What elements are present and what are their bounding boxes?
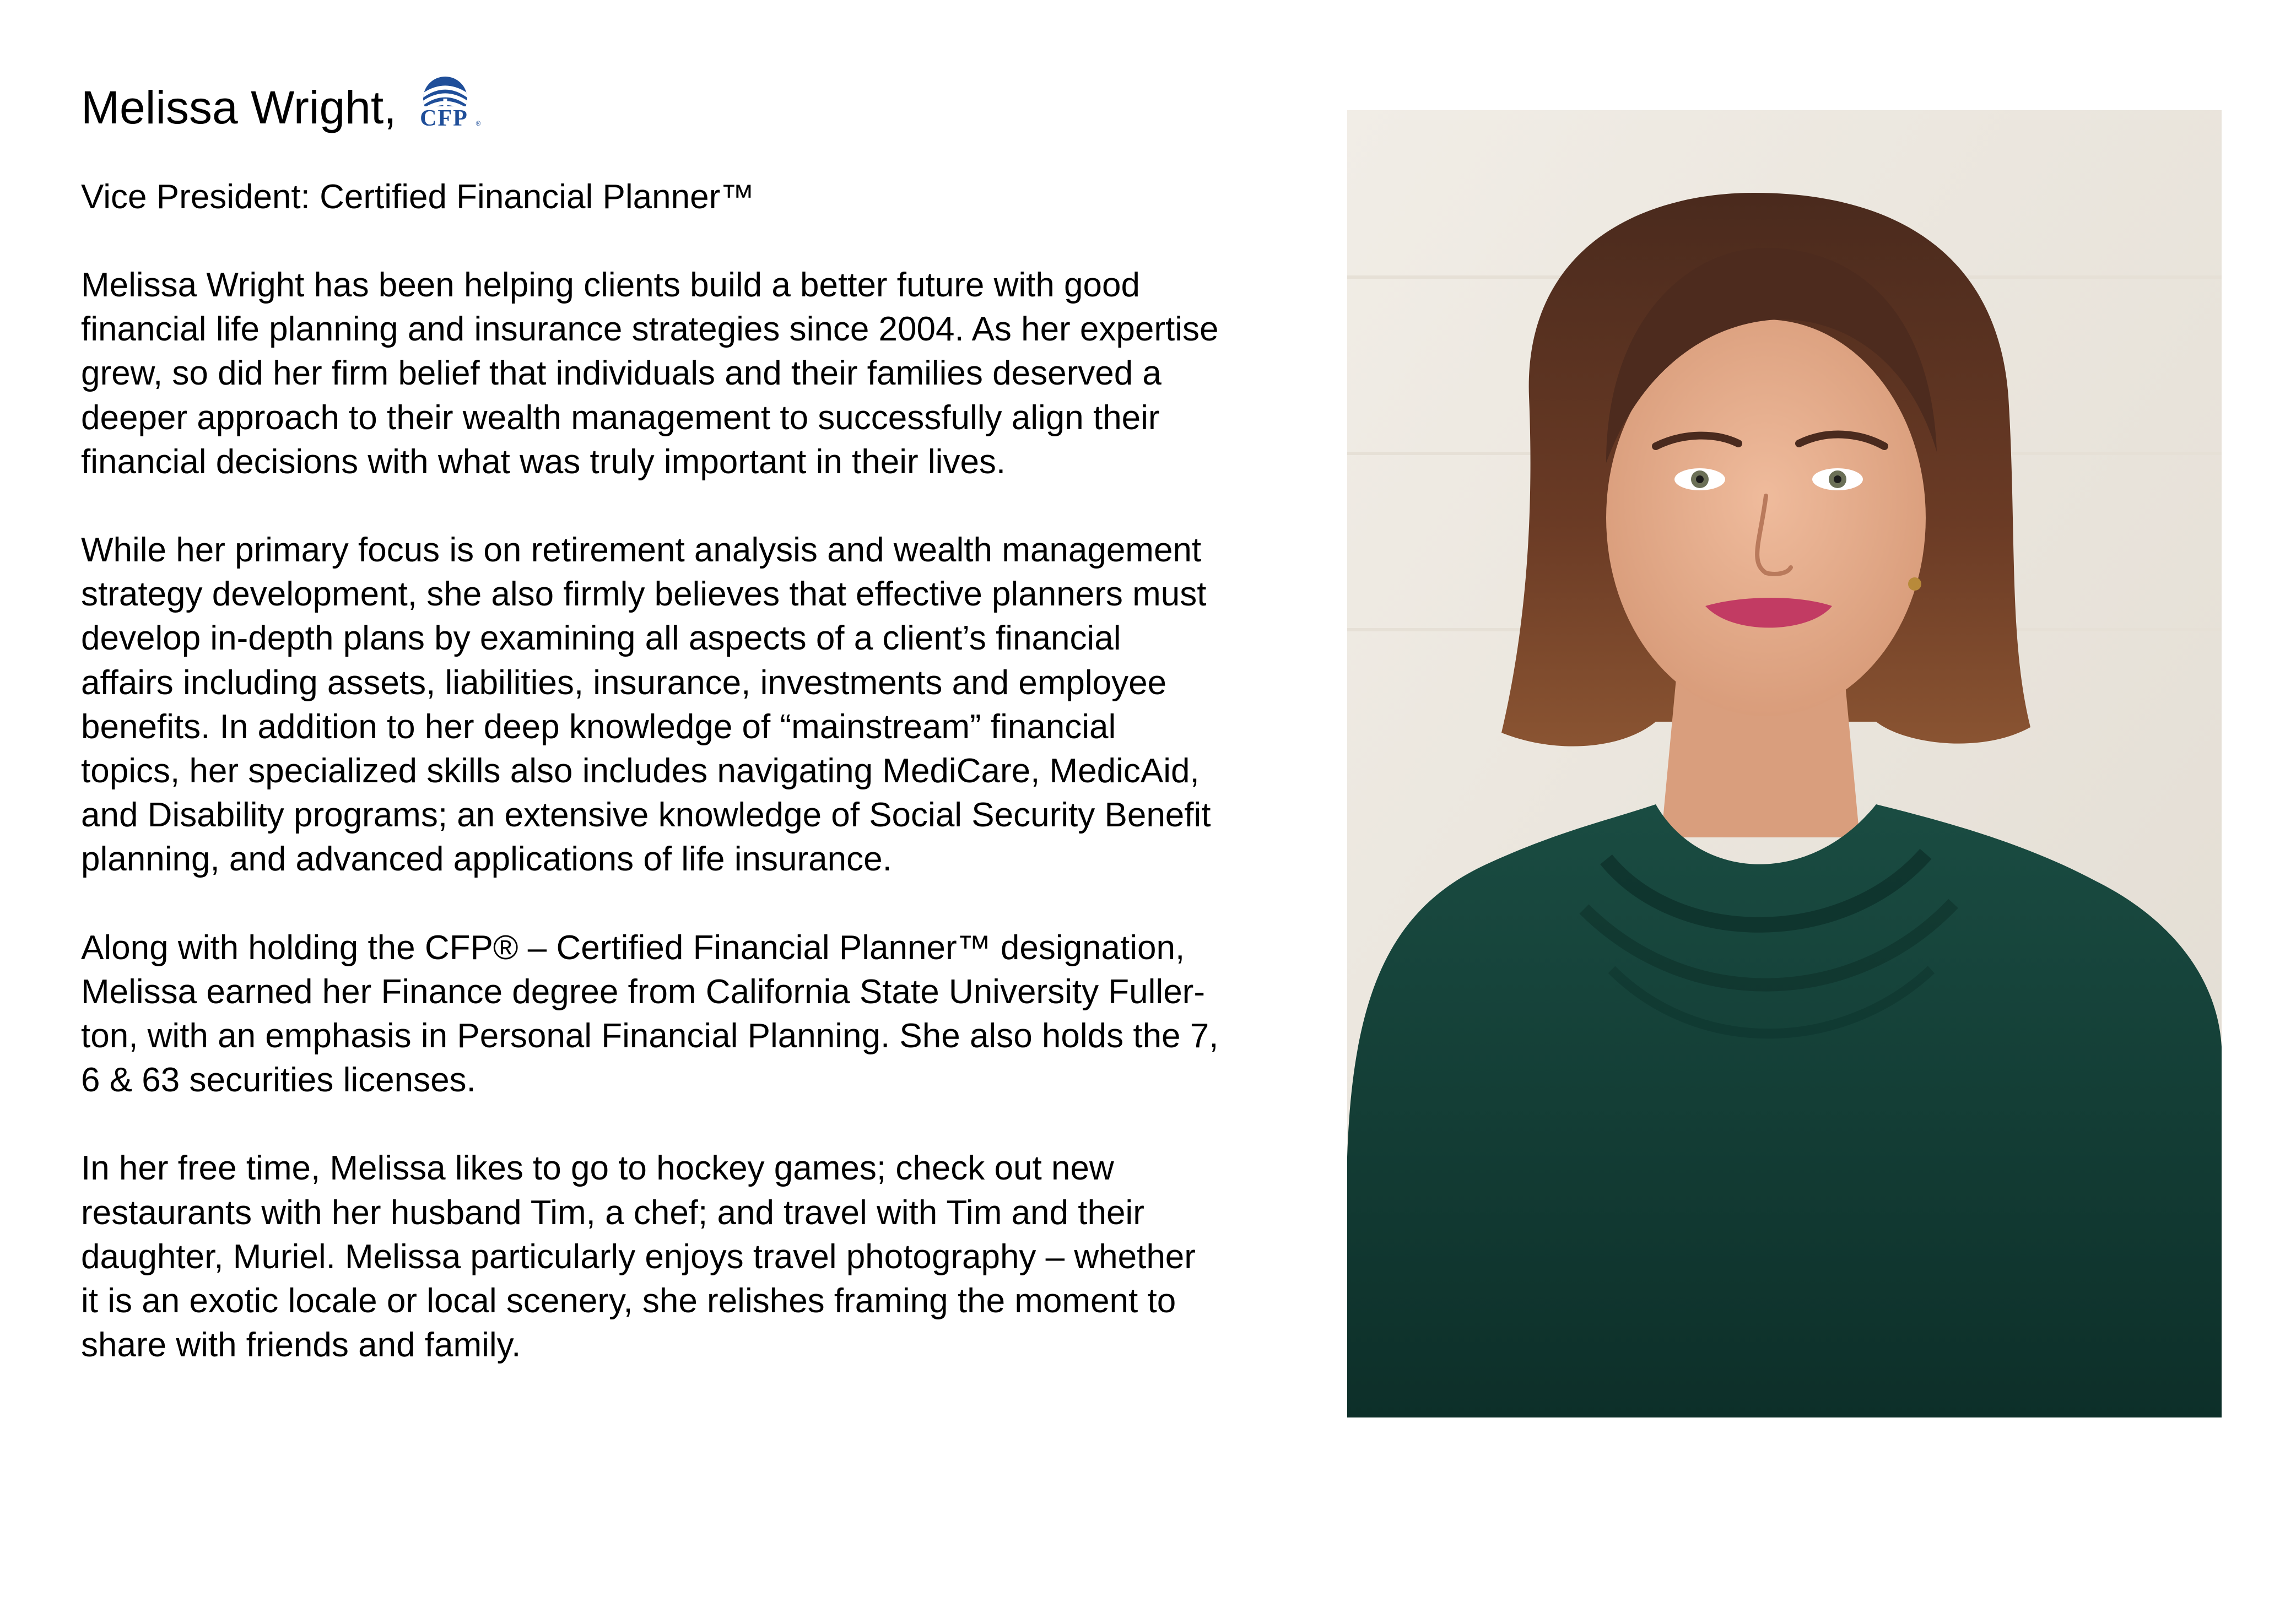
bio-paragraph-2 bbox=[81, 528, 1326, 882]
text-line: daughter, Muriel. Melissa particularly enjoys travel photography – whether bbox=[81, 1237, 1196, 1276]
text-line: share with friends and family. bbox=[81, 1326, 521, 1365]
text-line: Along with holding the CFP® – Certified Financial Planner™ designation, bbox=[81, 928, 1185, 967]
text-line: strategy development, she also firmly believes that effective planners must bbox=[81, 575, 1207, 614]
blouse-shape bbox=[1347, 804, 2222, 1417]
text-line: and Disability programs; an extensive knowledge of Social Security Benefit bbox=[81, 796, 1211, 835]
text-line: financial life planning and insurance strategies since 2004. As her expertise bbox=[81, 310, 1219, 349]
text-line: Melissa earned her Finance degree from California State University Fuller- bbox=[81, 972, 1205, 1011]
text-line: benefits. In addition to her deep knowledge of “mainstream” financial bbox=[81, 707, 1116, 746]
text-line: restaurants with her husband Tim, a chef; and travel with Tim and their bbox=[81, 1193, 1144, 1232]
text-line: deeper approach to their wealth management to successfully align their bbox=[81, 398, 1160, 437]
text-line: financial decisions with what was truly important in their lives. bbox=[81, 442, 1006, 481]
text-line: While her primary focus is on retirement analysis and wealth management bbox=[81, 531, 1202, 570]
text-line: topics, her specialized skills also includes navigating MediCare, MedicAid, bbox=[81, 752, 1200, 791]
text-line: In her free time, Melissa likes to go to hockey games; check out new bbox=[81, 1149, 1114, 1188]
text-line: it is an exotic locale or local scenery, she relishes framing the moment to bbox=[81, 1282, 1176, 1321]
text-line: develop in-depth plans by examining all aspects of a client’s financial bbox=[81, 619, 1121, 658]
text-line: Melissa Wright has been helping clients build a better future with good bbox=[81, 266, 1140, 304]
bio-paragraph-3 bbox=[81, 926, 1326, 1103]
cfp-logo-icon bbox=[407, 74, 484, 129]
bio-paragraph-4 bbox=[81, 1146, 1326, 1367]
bio-paragraph-1 bbox=[81, 263, 1326, 484]
text-line: 6 & 63 securities licenses. bbox=[81, 1061, 476, 1100]
text-line: ton, with an emphasis in Personal Financial Planning. She also holds the 7, bbox=[81, 1017, 1219, 1056]
cfp-logo-text: CFP bbox=[419, 106, 468, 129]
name-heading bbox=[81, 77, 1326, 138]
portrait-photo bbox=[1347, 110, 2222, 1417]
text-line: planning, and advanced applications of life insurance. bbox=[81, 840, 892, 879]
person-name: Melissa Wright, bbox=[81, 82, 397, 133]
cfp-logo-mark: ® bbox=[476, 120, 480, 127]
job-title: Vice President: Certified Financial Planner™ bbox=[81, 178, 755, 216]
text-line: grew, so did her firm belief that individuals and their families deserved a bbox=[81, 354, 1161, 393]
text-line: affairs including assets, liabilities, insurance, investments and employee bbox=[81, 663, 1167, 702]
portrait-illustration bbox=[1347, 110, 2222, 1417]
bio-column bbox=[81, 77, 1326, 1367]
